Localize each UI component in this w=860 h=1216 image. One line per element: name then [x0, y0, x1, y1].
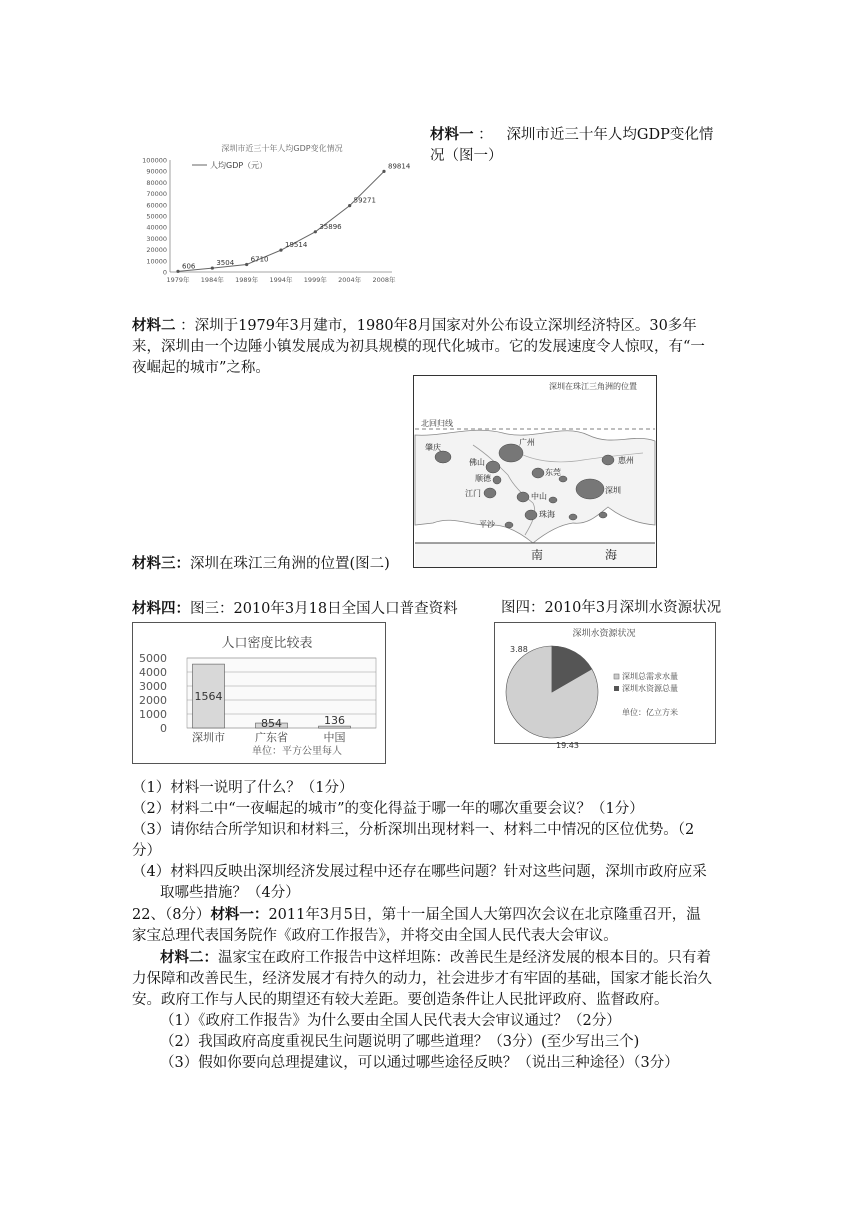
- material1-text-line2: 况（图一）: [430, 148, 503, 164]
- density-data-label: 1564: [194, 690, 223, 704]
- map-tropic-label: 北回归线: [421, 419, 453, 428]
- gdp-x-tick: 1999年: [303, 276, 327, 284]
- gdp-data-label: 35896: [319, 222, 342, 231]
- material2-block: [132, 315, 737, 379]
- material2-line2: 来，深圳由一个边陲小镇发展成为初具规模的现代化城市。它的发展速度令人惊叹，有“一: [132, 339, 705, 355]
- city-zhuhai: 珠海: [539, 510, 555, 519]
- gdp-data-label: 3504: [216, 259, 235, 268]
- gdp-data-label: 19514: [285, 241, 308, 250]
- water-legend-demand: 深圳总需求水量: [622, 672, 678, 681]
- q22-number: 22、（8分）: [132, 907, 211, 923]
- gdp-y-tick: 10000: [146, 257, 167, 266]
- q22-sub2: （2）我国政府高度重视民生问题说明了哪些道理？（3分）(至少写出三个): [160, 1034, 640, 1050]
- material4-block: [132, 598, 742, 620]
- water-chart-svg: [494, 622, 716, 750]
- material3-block: [132, 553, 390, 575]
- material2-line3: 夜崛起的城市”之称。: [132, 360, 270, 376]
- q22-m1-line1: 2011年3月5日，第十一届全国人大第四次会议在北京隆重召开，温: [268, 907, 701, 923]
- gdp-x-tick: 1994年: [269, 276, 293, 284]
- marker-jiangmen: [484, 488, 496, 498]
- question-4-line1: （4）材料四反映出深圳经济发展过程中还存在哪些问题？针对这些问题，深圳市政府应采: [132, 864, 707, 880]
- q22-block: [132, 904, 742, 1074]
- city-shenzhen: 深圳: [605, 486, 621, 495]
- city-jiangmen: 江门: [465, 489, 481, 498]
- density-chart-svg: [132, 622, 386, 764]
- gdp-chart: [132, 135, 411, 290]
- question-2: （2）材料二中“一夜崛起的城市”的变化得益于哪一年的哪次重要会议？（1分）: [132, 801, 644, 817]
- density-category-label: 深圳市: [192, 731, 225, 744]
- map-sea-south: 南: [531, 548, 544, 562]
- marker-pingsha: [505, 522, 513, 528]
- map-title: 深圳在珠江三角洲的位置: [549, 382, 637, 391]
- material2-label: 材料二: [132, 317, 176, 334]
- gdp-x-tick: 1979年: [166, 276, 190, 284]
- water-legend-resource: 深圳水资源总量: [622, 684, 678, 693]
- gdp-y-tick: 80000: [146, 178, 167, 187]
- density-category-label: 广东省: [255, 731, 288, 744]
- gdp-chart-svg: [132, 135, 411, 290]
- density-y-tick: 0: [160, 722, 167, 735]
- city-huizhou: 惠州: [618, 456, 634, 465]
- marker-dongguan: [532, 468, 544, 478]
- marker-foshan: [486, 461, 500, 473]
- gdp-x-tick: 1989年: [235, 276, 259, 284]
- city-guangzhou: 广州: [519, 438, 535, 447]
- density-data-label: 136: [324, 714, 345, 728]
- city-dongguan: 东莞: [545, 468, 561, 477]
- water-unit: 单位：亿立方米: [622, 708, 678, 717]
- gdp-point: [279, 249, 282, 252]
- material1-label: 材料一: [430, 126, 474, 143]
- material3-text: 深圳在珠江三角洲的位置(图二): [190, 556, 390, 572]
- gdp-y-tick: 50000: [146, 212, 167, 221]
- gdp-data-label: 59271: [353, 196, 376, 205]
- material2-line1: 深圳于1979年3月建市，1980年8月国家对外公布设立深圳经济特区。30多年: [194, 318, 697, 334]
- marker-shunde: [493, 476, 501, 484]
- water-value-label: 3.88: [510, 645, 528, 654]
- gdp-data-label: 606: [182, 262, 196, 271]
- marker-huizhou: [602, 455, 614, 465]
- q22-m2-line1: 温家宝在政府工作报告中这样坦陈：改善民生是经济发展的根本目的。只有着: [218, 950, 711, 966]
- density-category-label: 中国: [323, 731, 346, 744]
- material1-text-line1: 深圳市近三十年人均GDP变化情: [506, 127, 714, 143]
- gdp-y-tick: 20000: [146, 246, 167, 255]
- gdp-data-label: 89814: [388, 162, 411, 171]
- gdp-legend: 人均GDP（元）: [210, 161, 268, 170]
- map-sea-sea: 海: [605, 548, 618, 562]
- gdp-series-line: [178, 171, 384, 271]
- q22-sub3: （3）假如你要向总理提建议，可以通过哪些途径反映？（说出三种途径）（3分）: [160, 1055, 679, 1071]
- question-3-line2: 分）: [132, 843, 161, 859]
- question-4-line2: 取哪些措施？（4分）: [160, 885, 300, 901]
- water-chart-title: 深圳水资源状况: [572, 629, 636, 639]
- question-1: （1）材料一说明了什么？（1分）: [132, 780, 354, 796]
- gdp-point: [176, 270, 179, 273]
- gdp-data-label: 6710: [250, 255, 269, 264]
- water-chart: [494, 622, 716, 750]
- fig3-caption: 图三：2010年3月18日全国人口普查资料: [190, 601, 458, 617]
- density-chart-title: 人口密度比较表: [221, 636, 313, 651]
- material1-colon: ：: [478, 127, 493, 143]
- q22-sub1: （1）《政府工作报告》为什么要由全国人民代表大会审议通过？（2分）: [160, 1013, 621, 1029]
- gdp-x-tick: 2004年: [338, 276, 362, 284]
- q22-m2-label: 材料二：: [160, 949, 218, 966]
- density-y-tick: 2000: [139, 694, 167, 707]
- question-3-line1: （3）请你结合所学知识和材料三，分析深圳出现材料一、材料二中情况的区位优势。（2: [132, 822, 695, 838]
- water-value-label: 19.43: [556, 741, 579, 750]
- fig4-caption: 图四：2010年3月深圳水资源状况: [501, 600, 722, 616]
- gdp-y-tick: 60000: [146, 201, 167, 210]
- city-zhaoqing: 肇庆: [425, 443, 441, 452]
- density-y-tick: 4000: [139, 666, 167, 679]
- density-y-tick: 1000: [139, 708, 167, 721]
- gdp-y-tick: 40000: [146, 223, 167, 232]
- density-legend: 单位：平方公里每人: [252, 746, 342, 757]
- gdp-y-tick: 0: [162, 268, 167, 277]
- gdp-point: [348, 204, 351, 207]
- gdp-point: [382, 170, 385, 173]
- material2-colon: ：: [180, 318, 195, 334]
- material3-label: 材料三：: [132, 555, 190, 572]
- city-zhongshan: 中山: [531, 492, 547, 501]
- density-y-tick: 5000: [139, 652, 167, 665]
- q22-m2-line2: 力保障和改善民生，经济发展才有持久的动力，社会进步才有牢固的基础，国家才能长治久: [132, 971, 712, 987]
- city-shunde: 顺德: [475, 474, 491, 483]
- gdp-point: [245, 263, 248, 266]
- q22-m1-line2: 家宝总理代表国务院作《政府工作报告》，并将交由全国人民代表大会审议。: [132, 928, 618, 944]
- gdp-point: [314, 230, 317, 233]
- gdp-x-tick: 1984年: [200, 276, 224, 284]
- marker-zhongshan: [517, 492, 529, 502]
- gdp-y-tick: 90000: [146, 167, 167, 176]
- marker-zhaoqing: [435, 451, 451, 463]
- prd-map: [413, 375, 657, 568]
- gdp-y-tick: 30000: [146, 234, 167, 243]
- gdp-y-tick: 70000: [146, 190, 167, 199]
- density-data-label: 854: [261, 717, 282, 731]
- marker-zhuhai: [525, 510, 537, 520]
- q22-m2-line3: 安。政府工作与人民的期望还有较大差距。要创造条件让人民批评政府、监督政府。: [132, 992, 669, 1008]
- city-foshan: 佛山: [469, 458, 485, 467]
- material4-label: 材料四：: [132, 600, 190, 617]
- prd-map-svg: [413, 375, 657, 568]
- density-y-tick: 3000: [139, 680, 167, 693]
- material1-block: [430, 124, 740, 167]
- density-chart: [132, 622, 386, 764]
- questions-block: [132, 778, 742, 904]
- gdp-point: [211, 266, 214, 269]
- gdp-chart-title: 深圳市近三十年人均GDP变化情况: [221, 144, 343, 153]
- gdp-x-tick: 2008年: [372, 276, 396, 284]
- q22-m1-label: 材料一：: [210, 906, 269, 923]
- city-pingsha: 平沙: [479, 520, 495, 529]
- marker-shenzhen: [576, 479, 604, 499]
- gdp-y-tick: 100000: [142, 156, 167, 165]
